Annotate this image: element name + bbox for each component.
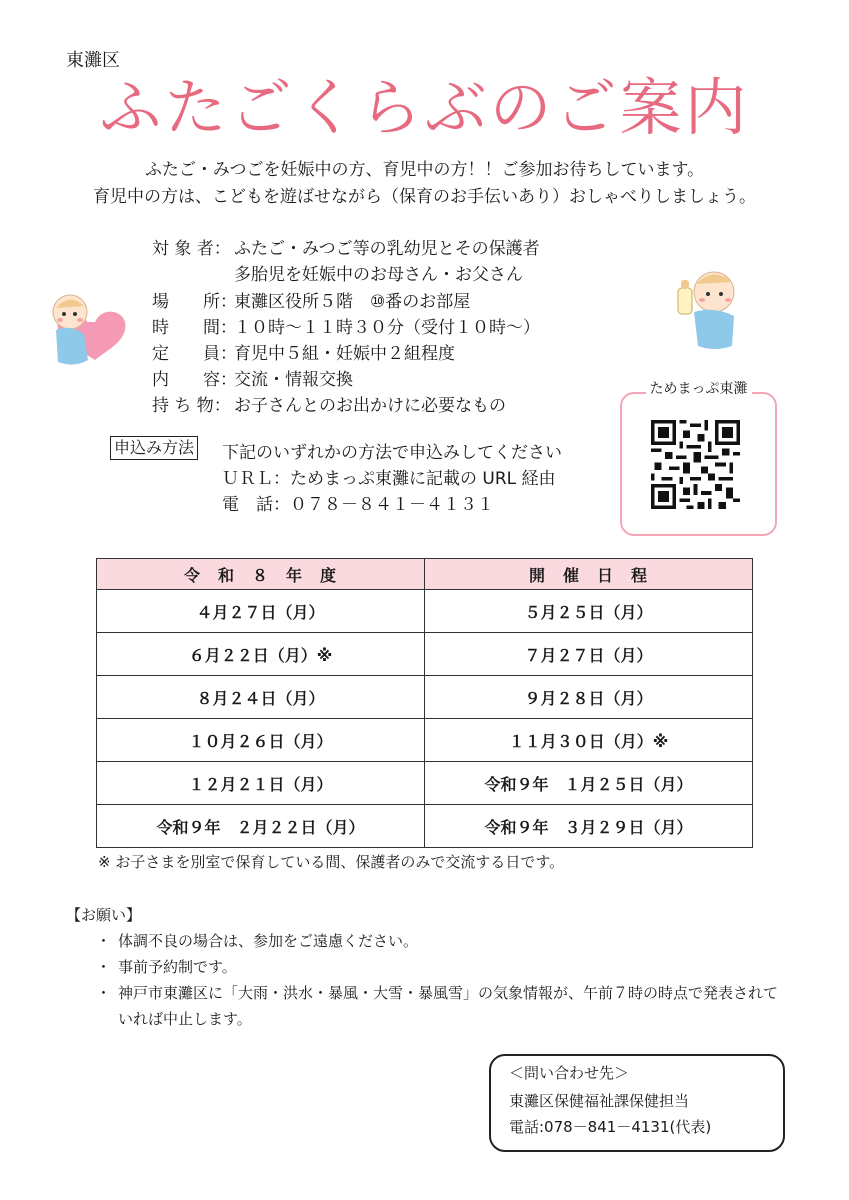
contact-department: 東灘区保健福祉課保健担当: [509, 1092, 690, 1110]
requests-heading: 【お願い】: [66, 906, 142, 924]
request-text: 神戸市東灘区に「大雨・洪水・暴風・大雪・暴風雪」の気象情報が、午前７時の時点で発表されていれば中止します。: [118, 984, 779, 1028]
target-value-2: 多胎児を妊娠中のお母さん・お父さん: [234, 265, 523, 285]
table-cell: ５月２５日（月）: [425, 590, 753, 633]
application-phone: 電 話：０７８－８４１－４１３１: [222, 495, 494, 515]
baby-heart-illustration: [44, 290, 130, 370]
page-title: ふたごくらぶのご案内: [99, 71, 750, 144]
bullet: ・: [96, 984, 112, 1002]
intro-line-2: 育児中の方は、こどもを遊ばせながら（保育のお手伝いあり）おしゃべりしましょう。: [93, 187, 756, 207]
bullet: ・: [96, 932, 112, 950]
intro-line-1: ふたご・みつごを妊娠中の方、育児中の方！！ご参加お待ちしています。: [144, 160, 705, 180]
table-cell: ６月２２日（月）※: [97, 633, 425, 676]
table-cell: 令和９年 ３月２９日（月）: [425, 805, 753, 848]
table-cell: ９月２８日（月）: [425, 676, 753, 719]
schedule-note: ※ お子さまを別室で保育している間、保護者のみで交流する日です。: [98, 853, 565, 871]
table-cell: 令和９年 ２月２２日（月）: [97, 805, 425, 848]
time-value: １０時～１１時３０分（受付１０時～）: [234, 318, 540, 338]
request-item: [96, 980, 786, 1032]
table-cell: ８月２４日（月）: [97, 676, 425, 719]
schedule-header-year: 令 和 ８ 年 度: [97, 559, 425, 590]
table-row: [97, 805, 753, 848]
request-item: [96, 954, 786, 980]
ward-name: 東灘区: [66, 50, 120, 71]
target-value-1: ふたご・みつご等の乳幼児とその保護者: [234, 239, 540, 259]
contact-heading: ＜問い合わせ先＞: [509, 1064, 630, 1082]
table-row: [97, 719, 753, 762]
table-cell: １１月３０日（月）※: [425, 719, 753, 762]
info-place: [152, 287, 470, 312]
schedule-table: [96, 558, 753, 848]
info-content: [152, 365, 353, 390]
qr-code[interactable]: [651, 420, 740, 509]
target-label: 対 象 者：: [152, 239, 231, 259]
request-text: 事前予約制です。: [118, 958, 237, 976]
place-label: 場 所：: [152, 292, 237, 312]
table-cell: ７月２７日（月）: [425, 633, 753, 676]
table-row: [97, 633, 753, 676]
items-value: お子さんとのお出かけに必要なもの: [234, 396, 506, 416]
request-item: [96, 928, 786, 954]
info-capacity: [152, 339, 455, 364]
content-label: 内 容：: [152, 370, 237, 390]
baby-bottle-illustration: [668, 266, 748, 352]
table-cell: ４月２７日（月）: [97, 590, 425, 633]
info-time: [152, 313, 540, 338]
schedule-header-row: [97, 559, 753, 590]
capacity-label: 定 員：: [152, 344, 237, 364]
table-row: [97, 676, 753, 719]
table-cell: 令和９年 １月２５日（月）: [425, 762, 753, 805]
info-items: [152, 391, 506, 416]
application-url: ＵＲＬ：ためまっぷ東灘に記載の URL 経由: [222, 469, 556, 489]
time-label: 時 間：: [152, 318, 237, 338]
content-value: 交流・情報交換: [234, 370, 353, 390]
bullet: ・: [96, 958, 112, 976]
qr-caption: ためまっぷ東灘: [620, 378, 777, 398]
capacity-value: 育児中５組・妊娠中２組程度: [234, 344, 455, 364]
table-row: [97, 762, 753, 805]
schedule-header-dates: 開 催 日 程: [425, 559, 753, 590]
request-text: 体調不良の場合は、参加をご遠慮ください。: [118, 932, 419, 950]
contact-box: [489, 1054, 785, 1152]
place-value: 東灘区役所５階 ⑩番のお部屋: [234, 292, 471, 312]
table-cell: １０月２６日（月）: [97, 719, 425, 762]
application-method-text: 下記のいずれかの方法で申込みしてください: [222, 443, 562, 463]
info-target: [152, 234, 540, 259]
contact-phone: 電話:078－841－4131(代表): [509, 1118, 712, 1136]
table-cell: １２月２１日（月）: [97, 762, 425, 805]
items-label: 持 ち 物：: [152, 396, 231, 416]
application-method-label: 申込み方法: [110, 436, 198, 460]
table-row: [97, 590, 753, 633]
